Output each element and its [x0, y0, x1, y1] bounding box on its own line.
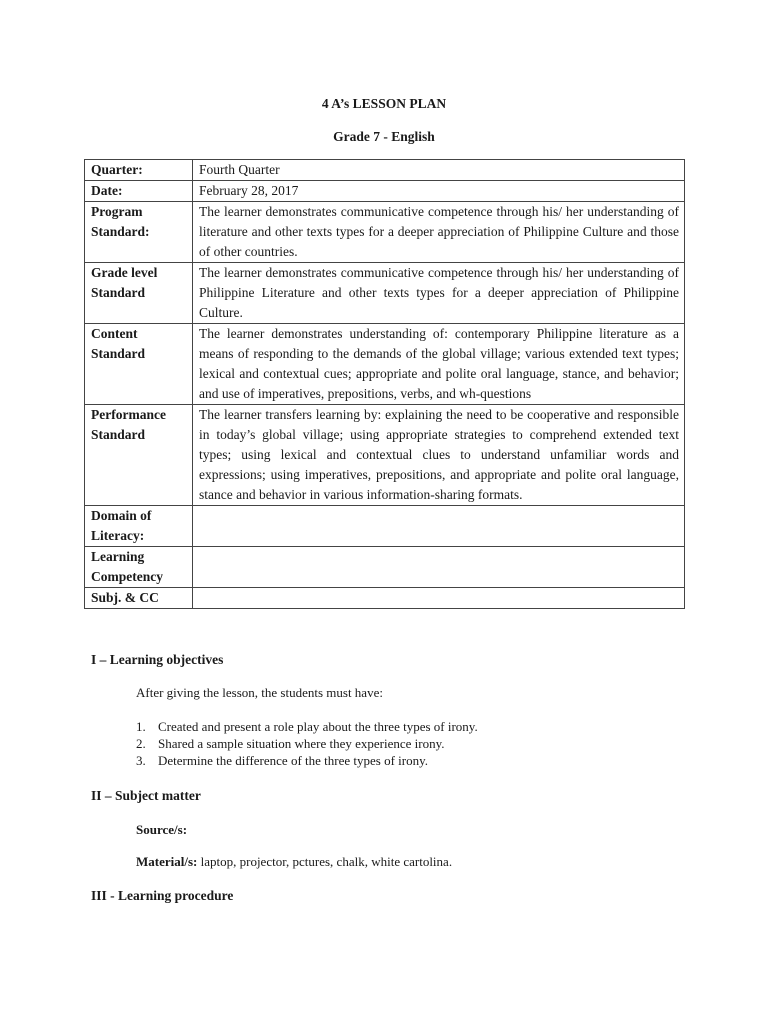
- table-row: [85, 506, 685, 547]
- row-label-learning-competency: Learning Competency: [85, 547, 193, 588]
- row-label-grade-level-standard: Grade level Standard: [85, 263, 193, 324]
- row-label-domain-of-literacy: Domain of Literacy:: [85, 506, 193, 547]
- table-row: [85, 160, 685, 181]
- table-row: [85, 181, 685, 202]
- document-title: 4 A’s LESSON PLAN: [321, 96, 447, 111]
- document-subtitle: Grade 7 - English: [333, 129, 435, 144]
- row-value-program-standard: The learner demonstrates communicative competence through his/ her understanding of literature and other texts types for a deeper appreciation of Philippine Culture and those of other countries.: [193, 202, 685, 263]
- list-item-text: Shared a sample situation where they experience irony.: [158, 736, 445, 751]
- material-value: laptop, projector, pctures, chalk, white cartolina.: [197, 854, 453, 869]
- row-value-domain-of-literacy: [193, 506, 685, 547]
- list-item-number: 2.: [136, 736, 146, 751]
- material-label: Material/s:: [136, 854, 198, 869]
- row-value-quarter: Fourth Quarter: [193, 160, 685, 181]
- table-row: [85, 263, 685, 324]
- row-label-content-standard: Content Standard: [85, 324, 193, 405]
- subject-matter-heading: II – Subject matter: [91, 788, 201, 803]
- table-row: [85, 324, 685, 405]
- source-line: [136, 822, 187, 838]
- row-value-learning-competency: [193, 547, 685, 588]
- list-item: [136, 752, 478, 769]
- list-item-text: Determine the difference of the three types of irony.: [158, 753, 428, 768]
- row-value-performance-standard: The learner transfers learning by: explaining the need to be cooperative and responsible in today’s global village; using appropriate strategies to comprehend extended text types; using lexical and contextual clues to understand unfamiliar words and expressions; using imperatives, prepositions, and appropriate and polite oral language, stance and behavior in various information-sharing formats.: [193, 405, 685, 506]
- table-row: [85, 202, 685, 263]
- row-label-date: Date:: [85, 181, 193, 202]
- lesson-plan-table: [84, 159, 685, 609]
- table-row: [85, 405, 685, 506]
- row-label-subj-cc: Subj. & CC: [85, 588, 193, 609]
- table-row: [85, 547, 685, 588]
- row-value-date: February 28, 2017: [193, 181, 685, 202]
- source-label: Source/s:: [136, 822, 188, 837]
- row-value-content-standard: The learner demonstrates understanding of: contemporary Philippine literature as a means of responding to the demands of the global village; various extended text types; lexical and contextual cues; appropriate and polite oral language, stance, and behavior; and use of imperatives, prepositions, verbs, and wh-questions: [193, 324, 685, 405]
- objectives-heading: I – Learning objectives: [91, 652, 224, 667]
- row-label-quarter: Quarter:: [85, 160, 193, 181]
- row-label-performance-standard: Performance Standard: [85, 405, 193, 506]
- list-item-text: Created and present a role play about the three types of irony.: [158, 719, 478, 734]
- list-item-number: 3.: [136, 753, 146, 768]
- learning-procedure-heading: III - Learning procedure: [91, 888, 234, 903]
- list-item: [136, 718, 478, 735]
- list-item-number: 1.: [136, 719, 146, 734]
- objectives-list: [136, 718, 478, 769]
- material-line: [136, 854, 452, 870]
- row-value-subj-cc: [193, 588, 685, 609]
- row-value-grade-level-standard: The learner demonstrates communicative competence through his/ her understanding of Philippine Literature and other texts types for a deeper appreciation of Philippine Culture.: [193, 263, 685, 324]
- list-item: [136, 735, 478, 752]
- table-row: [85, 588, 685, 609]
- row-label-program-standard: Program Standard:: [85, 202, 193, 263]
- objectives-intro: After giving the lesson, the students must have:: [136, 685, 383, 700]
